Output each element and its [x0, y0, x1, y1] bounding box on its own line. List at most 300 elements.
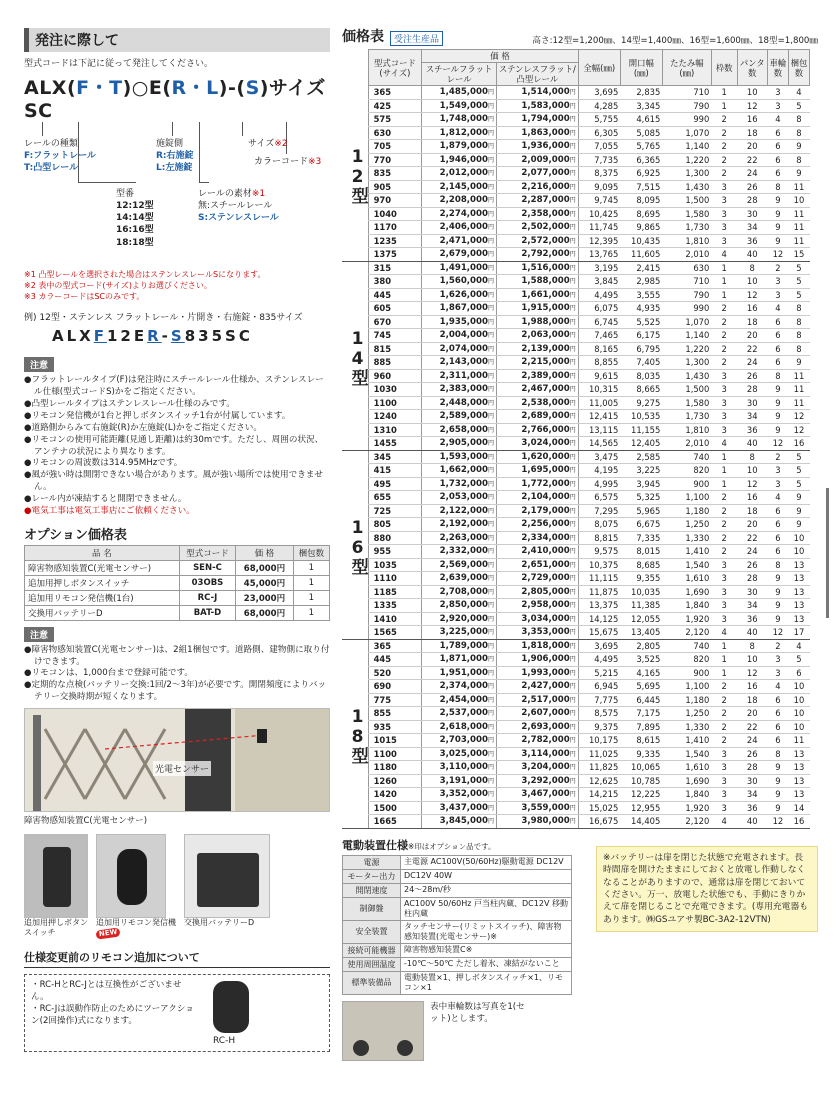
rail-material-note: ※1 [251, 189, 266, 199]
table-row [342, 383, 810, 397]
yen-unit: 円 [488, 737, 495, 745]
wheels: 6 [767, 126, 788, 140]
accessory-photos [24, 834, 330, 939]
yen-unit: 円 [488, 683, 495, 691]
wheels: 6 [767, 504, 788, 518]
panta: 28 [737, 761, 767, 775]
frames: 3 [711, 207, 737, 221]
pack: 9 [788, 140, 809, 154]
pack: 17 [788, 626, 809, 640]
frames: 1 [711, 639, 737, 653]
price-value: 2,274,000 [439, 208, 488, 219]
frames: 4 [711, 437, 737, 451]
open-width: 10,785 [620, 774, 662, 788]
pack: 5 [788, 653, 809, 667]
panta: 18 [737, 693, 767, 707]
pack: 8 [788, 329, 809, 343]
price-value: 2,792,000 [521, 249, 570, 260]
pack: 13 [788, 788, 809, 802]
wheels: 9 [767, 396, 788, 410]
frames: 3 [711, 369, 737, 383]
open-width: 11,605 [620, 248, 662, 262]
table-row [342, 356, 810, 370]
fold-width: 630 [662, 261, 711, 275]
size-code: 690 [368, 680, 422, 694]
panta: 12 [737, 477, 767, 491]
order-production-badge: 受注生産品 [390, 31, 443, 46]
fold-width: 740 [662, 450, 711, 464]
full-width: 4,195 [578, 464, 620, 478]
price-value: 1,906,000 [521, 654, 570, 665]
panta: 24 [737, 167, 767, 181]
price-value: 2,920,000 [439, 613, 488, 624]
pack: 5 [788, 261, 809, 275]
price-stainless [497, 113, 579, 127]
price-stainless [497, 761, 579, 775]
wheels: 9 [767, 194, 788, 208]
pack: 13 [788, 572, 809, 586]
open-width: 3,225 [620, 464, 662, 478]
size-code: 315 [368, 261, 422, 275]
full-width: 3,695 [578, 86, 620, 100]
price-value: 1,588,000 [521, 276, 570, 287]
open-width: 8,035 [620, 369, 662, 383]
price-value: 2,427,000 [521, 681, 570, 692]
full-width: 5,755 [578, 113, 620, 127]
caution-item-red: ●電気工事は電気工事店にご依頼ください。 [24, 505, 195, 516]
caution-item: ●フラットレールタイプ(F)は発注時にスチールレール仕様か、ステンレスレール仕様(型式コードS)かをご指定ください。 [24, 375, 324, 398]
yen-unit: 円 [488, 534, 495, 542]
price-stainless [497, 788, 579, 802]
full-width: 14,125 [578, 612, 620, 626]
lock-side-legend [156, 138, 194, 174]
yen-unit: 円 [488, 804, 495, 812]
size-legend [248, 138, 288, 150]
table-row [343, 869, 572, 883]
open-width: 6,925 [620, 167, 662, 181]
price-value: 1,812,000 [439, 127, 488, 138]
price-value: 2,471,000 [439, 235, 488, 246]
frames: 1 [711, 464, 737, 478]
size-code: 520 [368, 666, 422, 680]
table-row [342, 612, 810, 626]
spec-key: 開閉速度 [343, 883, 401, 897]
pack: 13 [788, 558, 809, 572]
pack: 11 [788, 221, 809, 235]
options-table [24, 545, 330, 621]
price-stainless [497, 383, 579, 397]
pack: 4 [788, 639, 809, 653]
wheels: 9 [767, 788, 788, 802]
table-row [25, 605, 330, 620]
header-code: 型式コード(サイズ) [368, 50, 422, 86]
header-wheels: 車輪数 [767, 50, 788, 86]
open-width: 10,065 [620, 761, 662, 775]
yen-unit: 円 [569, 507, 576, 515]
full-width: 6,945 [578, 680, 620, 694]
panta: 16 [737, 302, 767, 316]
yen-unit: 円 [569, 791, 576, 799]
fold-width: 1,580 [662, 396, 711, 410]
yen-unit: 円 [488, 656, 495, 664]
fold-width: 2,120 [662, 626, 711, 640]
price-value: 2,009,000 [521, 154, 570, 165]
full-width: 7,465 [578, 329, 620, 343]
pack: 10 [788, 531, 809, 545]
yen-unit: 円 [488, 413, 495, 421]
price-steel [422, 734, 497, 748]
open-width: 7,405 [620, 356, 662, 370]
option-code: BAT-D [179, 605, 236, 620]
wheels: 3 [767, 464, 788, 478]
wheels: 6 [767, 153, 788, 167]
group-label: 12型 [342, 86, 368, 262]
example-part: - [161, 327, 171, 346]
price-steel [422, 450, 497, 464]
full-width: 3,195 [578, 261, 620, 275]
group-label: 14型 [342, 261, 368, 450]
yen-unit: 円 [488, 426, 495, 434]
full-width: 13,765 [578, 248, 620, 262]
full-width: 4,495 [578, 288, 620, 302]
panta: 40 [737, 626, 767, 640]
yen-unit: 円 [569, 345, 576, 353]
frames: 2 [711, 342, 737, 356]
caution2-item: ●リモコンは、1,000台まで登録可能です。 [24, 668, 193, 679]
price-value: 1,871,000 [439, 654, 488, 665]
full-width: 8,855 [578, 356, 620, 370]
yen-unit: 円 [569, 804, 576, 812]
fold-width: 1,180 [662, 504, 711, 518]
full-width: 11,745 [578, 221, 620, 235]
wheels: 6 [767, 518, 788, 532]
full-width: 7,295 [578, 504, 620, 518]
yen-unit: 円 [488, 723, 495, 731]
yen-unit: 円 [488, 710, 495, 718]
table-row [342, 585, 810, 599]
full-width: 8,575 [578, 707, 620, 721]
example-part-lock: R [147, 327, 162, 346]
wheels: 9 [767, 801, 788, 815]
price-stainless [497, 531, 579, 545]
price-steel [422, 342, 497, 356]
price-stainless [497, 437, 579, 451]
panta: 16 [737, 113, 767, 127]
price-steel [422, 572, 497, 586]
price-stainless [497, 545, 579, 559]
frames: 2 [711, 153, 737, 167]
panta: 30 [737, 774, 767, 788]
full-width: 10,425 [578, 207, 620, 221]
sensor-photo [24, 708, 330, 812]
lock-side-r: R:右施錠 [156, 151, 194, 162]
fold-width: 710 [662, 275, 711, 289]
rail-material-none: 無:スチールレール [198, 201, 273, 212]
open-width: 4,165 [620, 666, 662, 680]
open-width: 6,675 [620, 518, 662, 532]
frames: 1 [711, 261, 737, 275]
pack: 5 [788, 99, 809, 113]
full-width: 8,165 [578, 342, 620, 356]
remote-device-icon [117, 849, 147, 905]
table-row [342, 302, 810, 316]
price-value: 3,110,000 [439, 762, 488, 773]
full-width: 14,565 [578, 437, 620, 451]
panta: 10 [737, 653, 767, 667]
panta: 28 [737, 194, 767, 208]
yen-unit: 円 [569, 332, 576, 340]
rc-h-label: RC-H [213, 1035, 236, 1046]
yen-unit: 円 [488, 750, 495, 758]
fold-width: 1,100 [662, 680, 711, 694]
price-stainless [497, 558, 579, 572]
price-value: 1,560,000 [439, 276, 488, 287]
wheels: 6 [767, 720, 788, 734]
yen-unit: 円 [569, 210, 576, 218]
spec-value: 電動装置×1、押しボタンスイッチ×1、リモコン×1 [401, 971, 572, 994]
yen-unit: 円 [569, 723, 576, 731]
fold-width: 1,500 [662, 383, 711, 397]
price-value: 2,703,000 [439, 735, 488, 746]
pack: 13 [788, 612, 809, 626]
pack: 13 [788, 585, 809, 599]
panta: 26 [737, 180, 767, 194]
pack: 13 [788, 761, 809, 775]
price-title: 価格表 [342, 29, 384, 45]
spec-title-text: 電動装置仕様 [342, 838, 408, 852]
fold-width: 1,070 [662, 315, 711, 329]
wheels: 9 [767, 774, 788, 788]
fold-width: 1,250 [662, 707, 711, 721]
wheels: 12 [767, 626, 788, 640]
wheels: 12 [767, 248, 788, 262]
table-row [342, 396, 810, 410]
option-qty: 1 [293, 605, 329, 620]
new-badge: NEW [95, 928, 120, 940]
fold-width: 1,610 [662, 761, 711, 775]
fold-width: 740 [662, 639, 711, 653]
yen-unit: 円 [488, 561, 495, 569]
price-table [342, 49, 810, 829]
wheels: 6 [767, 342, 788, 356]
footnote-2: ※2 表中の型式コード(サイズ)よりお選びください。 [24, 280, 212, 290]
price-value: 2,589,000 [439, 411, 488, 422]
open-width: 12,055 [620, 612, 662, 626]
pack: 9 [788, 356, 809, 370]
option-qty: 1 [293, 575, 329, 590]
fold-width: 820 [662, 464, 711, 478]
yen-unit: 円 [569, 818, 576, 826]
header-open: 開口幅(㎜) [620, 50, 662, 86]
frames: 2 [711, 356, 737, 370]
table-row [342, 450, 810, 464]
table-row [342, 464, 810, 478]
open-width: 9,355 [620, 572, 662, 586]
price-value: 3,114,000 [521, 748, 570, 759]
yen-unit: 円 [569, 413, 576, 421]
price-value: 1,620,000 [521, 451, 570, 462]
price-stainless [497, 626, 579, 640]
price-value: 2,607,000 [521, 708, 570, 719]
yen-unit: 円 [569, 629, 576, 637]
header-fold: たたみ幅(㎜) [662, 50, 711, 86]
yen-unit: 円 [569, 156, 576, 164]
frames: 3 [711, 774, 737, 788]
price-steel [422, 720, 497, 734]
fold-width: 1,300 [662, 167, 711, 181]
table-row [25, 590, 330, 605]
size-code: 1040 [368, 207, 422, 221]
open-width: 3,345 [620, 99, 662, 113]
panta: 22 [737, 531, 767, 545]
price-value: 2,077,000 [521, 168, 570, 179]
price-stainless [497, 329, 579, 343]
price-stainless [497, 491, 579, 505]
wheels: 4 [767, 302, 788, 316]
yen-unit: 円 [569, 251, 576, 259]
size-code: 1185 [368, 585, 422, 599]
wheel-photo [342, 1001, 424, 1061]
frames: 1 [711, 477, 737, 491]
price-steel [422, 504, 497, 518]
yen-unit: 円 [569, 656, 576, 664]
size-code: 970 [368, 194, 422, 208]
frames: 3 [711, 558, 737, 572]
spec-key: 接続可能機器 [343, 943, 401, 957]
panta: 20 [737, 707, 767, 721]
yen-unit: 円 [569, 143, 576, 151]
full-width: 15,675 [578, 626, 620, 640]
yen-unit: 円 [569, 440, 576, 448]
yen-unit: 円 [569, 548, 576, 556]
price-stainless [497, 747, 579, 761]
caution-item: ●道路側からみて右施錠(R)か左施錠(L)かをご指定ください。 [24, 422, 262, 433]
panta: 36 [737, 612, 767, 626]
rail-type-t: T:凸型レール [24, 163, 79, 174]
wheels: 6 [767, 545, 788, 559]
wheels: 6 [767, 167, 788, 181]
yen-unit: 円 [569, 737, 576, 745]
frames: 3 [711, 410, 737, 424]
price-value: 3,025,000 [439, 748, 488, 759]
price-value: 2,122,000 [439, 505, 488, 516]
full-width: 14,215 [578, 788, 620, 802]
size-code: 1015 [368, 734, 422, 748]
table-row [342, 720, 810, 734]
open-width: 5,525 [620, 315, 662, 329]
battery-note: ※バッテリーは扉を閉じた状態で充電されます。長時間扉を開けたままにしておくと放電し作動しなくなることがありますので、通常は扉を閉じておいてください。万一、放電した状態でも、手動にきりかえて扉を閉じることで充電できます。(専用充電器もあります。㈱GSユアサ製BC-3A2-12VTN) [596, 846, 818, 932]
table-row [342, 248, 810, 262]
frames: 1 [711, 275, 737, 289]
pack: 14 [788, 801, 809, 815]
open-width: 5,695 [620, 680, 662, 694]
panta: 30 [737, 207, 767, 221]
price-value: 1,915,000 [521, 303, 570, 314]
full-width: 3,845 [578, 275, 620, 289]
panta: 22 [737, 720, 767, 734]
frames: 2 [711, 329, 737, 343]
spec-key: 電源 [343, 855, 401, 869]
price-value: 1,946,000 [439, 154, 488, 165]
size-code: 1420 [368, 788, 422, 802]
frames: 3 [711, 234, 737, 248]
size-code: 745 [368, 329, 422, 343]
table-row [342, 734, 810, 748]
table-row [343, 883, 572, 897]
yen-unit: 円 [569, 372, 576, 380]
price-steel [422, 99, 497, 113]
footnote-3: ※3 カラーコードはSCのみです。 [24, 291, 145, 301]
frames: 1 [711, 86, 737, 100]
wheels: 4 [767, 680, 788, 694]
pack: 9 [788, 518, 809, 532]
price-stainless [497, 234, 579, 248]
price-value: 1,935,000 [439, 316, 488, 327]
wheels: 3 [767, 99, 788, 113]
pack: 10 [788, 680, 809, 694]
frames: 2 [711, 707, 737, 721]
fold-width: 1,810 [662, 234, 711, 248]
price-steel [422, 761, 497, 775]
yen-unit: 円 [488, 278, 495, 286]
price-value: 2,287,000 [521, 195, 570, 206]
price-steel [422, 329, 497, 343]
caution-item: ●リモコンの使用可能距離(見通し距離)は約30mです。ただし、周囲の状況、アンテナの状況により異なります。 [24, 434, 324, 457]
fold-width: 1,730 [662, 410, 711, 424]
fold-width: 1,070 [662, 126, 711, 140]
full-width: 10,375 [578, 558, 620, 572]
fold-width: 820 [662, 653, 711, 667]
fold-width: 1,540 [662, 558, 711, 572]
size-code: 365 [368, 86, 422, 100]
caution-tag: 注意 [24, 357, 54, 372]
full-width: 10,175 [578, 734, 620, 748]
panta: 30 [737, 585, 767, 599]
panta: 28 [737, 383, 767, 397]
price-value: 1,951,000 [439, 667, 488, 678]
table-row [342, 693, 810, 707]
panta: 10 [737, 275, 767, 289]
remote-text-2: ・RC-Jは誤動作防止のためにツーアクション(2回操作)式になります。 [31, 1003, 194, 1026]
table-row [342, 180, 810, 194]
yen-unit: 円 [569, 575, 576, 583]
frames: 3 [711, 396, 737, 410]
price-value: 3,559,000 [521, 802, 570, 813]
open-width: 7,335 [620, 531, 662, 545]
open-width: 3,945 [620, 477, 662, 491]
wheels: 4 [767, 491, 788, 505]
panta: 30 [737, 396, 767, 410]
table-row [342, 761, 810, 775]
pack: 15 [788, 248, 809, 262]
panta: 34 [737, 221, 767, 235]
table-row [342, 626, 810, 640]
panta: 8 [737, 261, 767, 275]
open-width: 12,405 [620, 437, 662, 451]
table-row [343, 855, 572, 869]
wheels: 12 [767, 437, 788, 451]
wheels: 4 [767, 113, 788, 127]
table-row [342, 491, 810, 505]
open-width: 12,955 [620, 801, 662, 815]
size-code: 935 [368, 720, 422, 734]
spec-key: 使用周囲温度 [343, 957, 401, 971]
yen-unit: 円 [488, 359, 495, 367]
table-row [342, 140, 810, 154]
price-value: 2,063,000 [521, 330, 570, 341]
wheels: 9 [767, 585, 788, 599]
header-panta: パンタ数 [737, 50, 767, 86]
